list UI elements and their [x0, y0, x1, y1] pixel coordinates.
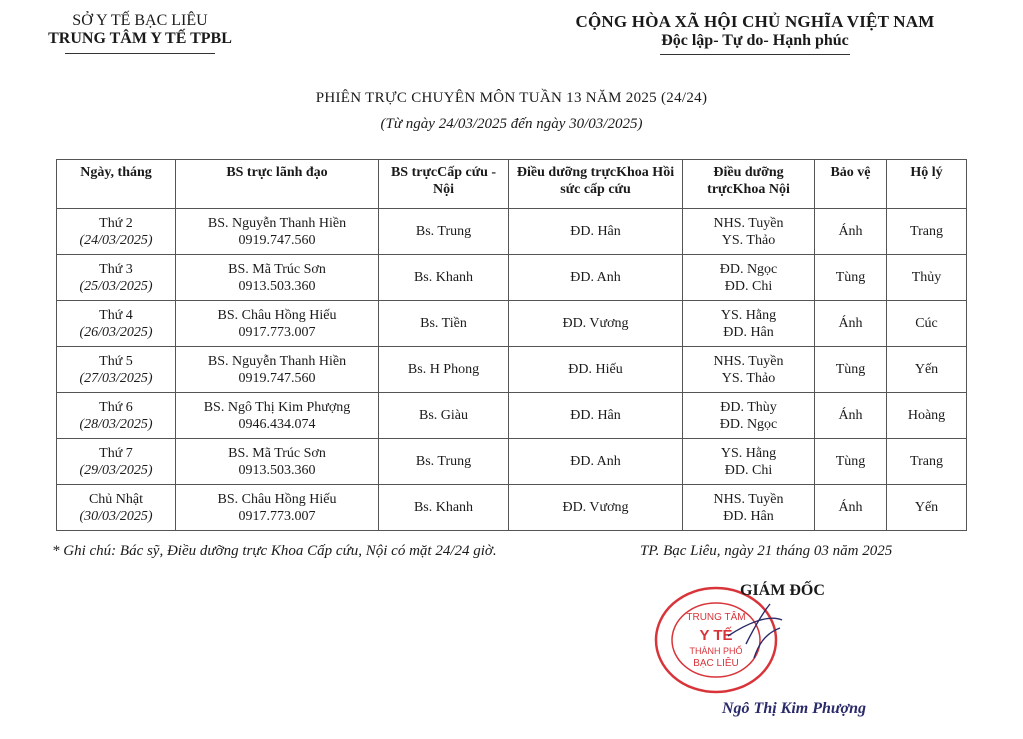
cell-internal-nurse: ĐD. Ngọc ĐD. Chi: [683, 255, 815, 301]
cell-date: Thứ 5 (27/03/2025): [57, 347, 176, 393]
cell-guard: Ánh: [815, 209, 887, 255]
cell-guard: Tùng: [815, 347, 887, 393]
duty-schedule-table: [56, 159, 967, 531]
cell-icu-nurse: ĐD. Hân: [509, 209, 683, 255]
table-row: [57, 485, 967, 531]
org-line-2: TRUNG TÂM Y TẾ TPBL: [48, 30, 232, 47]
cell-leader: BS. Mã Trúc Sơn 0913.503.360: [176, 255, 379, 301]
stamp-line-4: BẠC LIÊU: [693, 658, 739, 669]
table-row: [57, 347, 967, 393]
signer-role: GIÁM ĐỐC: [740, 582, 825, 599]
cell-internal-nurse: NHS. Tuyền ĐD. Hân: [683, 485, 815, 531]
header-guard: Bảo vệ: [815, 160, 887, 209]
document-subtitle: (Từ ngày 24/03/2025 đến ngày 30/03/2025): [380, 116, 643, 132]
table-row: [57, 209, 967, 255]
cell-icu-nurse: ĐD. Vương: [509, 301, 683, 347]
cell-aide: Trang: [887, 439, 967, 485]
cell-aide: Cúc: [887, 301, 967, 347]
cell-guard: Ánh: [815, 485, 887, 531]
cell-date: Thứ 4 (26/03/2025): [57, 301, 176, 347]
official-stamp: [650, 584, 790, 696]
nation-line-1: CỘNG HÒA XÃ HỘI CHỦ NGHĨA VIỆT NAM: [575, 12, 935, 31]
cell-internal-nurse: YS. Hằng ĐD. Hân: [683, 301, 815, 347]
cell-er-doctor: Bs. Khanh: [379, 485, 509, 531]
header-aide: Hộ lý: [887, 160, 967, 209]
cell-date: Chủ Nhật (30/03/2025): [57, 485, 176, 531]
cell-leader: BS. Ngô Thị Kim Phượng 0946.434.074: [176, 393, 379, 439]
cell-aide: Yến: [887, 485, 967, 531]
header-leader: BS trực lãnh đạo: [176, 160, 379, 209]
cell-icu-nurse: ĐD. Hiếu: [509, 347, 683, 393]
cell-guard: Ánh: [815, 393, 887, 439]
org-divider: [65, 53, 215, 54]
stamp-line-3: THÀNH PHỐ: [689, 646, 743, 656]
table-header-row: [57, 160, 967, 209]
cell-leader: BS. Nguyễn Thanh Hiền 0919.747.560: [176, 209, 379, 255]
cell-icu-nurse: ĐD. Vương: [509, 485, 683, 531]
table-row: [57, 255, 967, 301]
cell-guard: Tùng: [815, 439, 887, 485]
cell-icu-nurse: ĐD. Anh: [509, 255, 683, 301]
cell-leader: BS. Châu Hồng Hiếu 0917.773.007: [176, 301, 379, 347]
header-internal-nurse: Điều dưỡng trựcKhoa Nội: [683, 160, 815, 209]
cell-leader: BS. Mã Trúc Sơn 0913.503.360: [176, 439, 379, 485]
cell-aide: Yến: [887, 347, 967, 393]
nation-header: [555, 12, 955, 55]
header-icu-nurse: Điều dưỡng trựcKhoa Hồi sức cấp cứu: [509, 160, 683, 209]
cell-er-doctor: Bs. Tiền: [379, 301, 509, 347]
org-header: [30, 12, 250, 54]
cell-internal-nurse: YS. Hằng ĐD. Chi: [683, 439, 815, 485]
place-date: TP. Bạc Liêu, ngày 21 tháng 03 năm 2025: [640, 543, 893, 559]
document-title: PHIÊN TRỰC CHUYÊN MÔN TUẦN 13 NĂM 2025 (24/24): [315, 90, 708, 106]
table-row: [57, 301, 967, 347]
cell-guard: Tùng: [815, 255, 887, 301]
nation-divider: [660, 54, 850, 55]
nation-line-2: Độc lập- Tự do- Hạnh phúc: [661, 32, 849, 49]
org-line-1: SỞ Y TẾ BẠC LIÊU: [72, 12, 208, 29]
cell-aide: Thủy: [887, 255, 967, 301]
signer-name: Ngô Thị Kim Phượng: [722, 700, 866, 717]
cell-aide: Hoàng: [887, 393, 967, 439]
cell-icu-nurse: ĐD. Hân: [509, 393, 683, 439]
table-row: [57, 393, 967, 439]
header-er-doctor: BS trựcCấp cứu - Nội: [379, 160, 509, 209]
cell-guard: Ánh: [815, 301, 887, 347]
cell-er-doctor: Bs. Trung: [379, 209, 509, 255]
cell-leader: BS. Châu Hồng Hiếu 0917.773.007: [176, 485, 379, 531]
stamp-line-2: Y TẾ: [699, 627, 733, 644]
cell-date: Thứ 3 (25/03/2025): [57, 255, 176, 301]
table-row: [57, 439, 967, 485]
cell-date: Thứ 7 (29/03/2025): [57, 439, 176, 485]
cell-er-doctor: Bs. Khanh: [379, 255, 509, 301]
header-date: Ngày, tháng: [57, 160, 176, 209]
cell-date: Thứ 6 (28/03/2025): [57, 393, 176, 439]
cell-internal-nurse: NHS. Tuyền YS. Thảo: [683, 347, 815, 393]
cell-er-doctor: Bs. Giàu: [379, 393, 509, 439]
cell-er-doctor: Bs. H Phong: [379, 347, 509, 393]
stamp-line-1: TRUNG TÂM: [686, 612, 746, 623]
cell-leader: BS. Nguyễn Thanh Hiền 0919.747.560: [176, 347, 379, 393]
footnote: * Ghi chú: Bác sỹ, Điều dưỡng trực Khoa Cấp cứu, Nội có mặt 24/24 giờ.: [52, 543, 497, 559]
cell-date: Thứ 2 (24/03/2025): [57, 209, 176, 255]
cell-aide: Trang: [887, 209, 967, 255]
cell-internal-nurse: ĐD. Thùy ĐD. Ngọc: [683, 393, 815, 439]
cell-icu-nurse: ĐD. Anh: [509, 439, 683, 485]
cell-er-doctor: Bs. Trung: [379, 439, 509, 485]
cell-internal-nurse: NHS. Tuyền YS. Thảo: [683, 209, 815, 255]
